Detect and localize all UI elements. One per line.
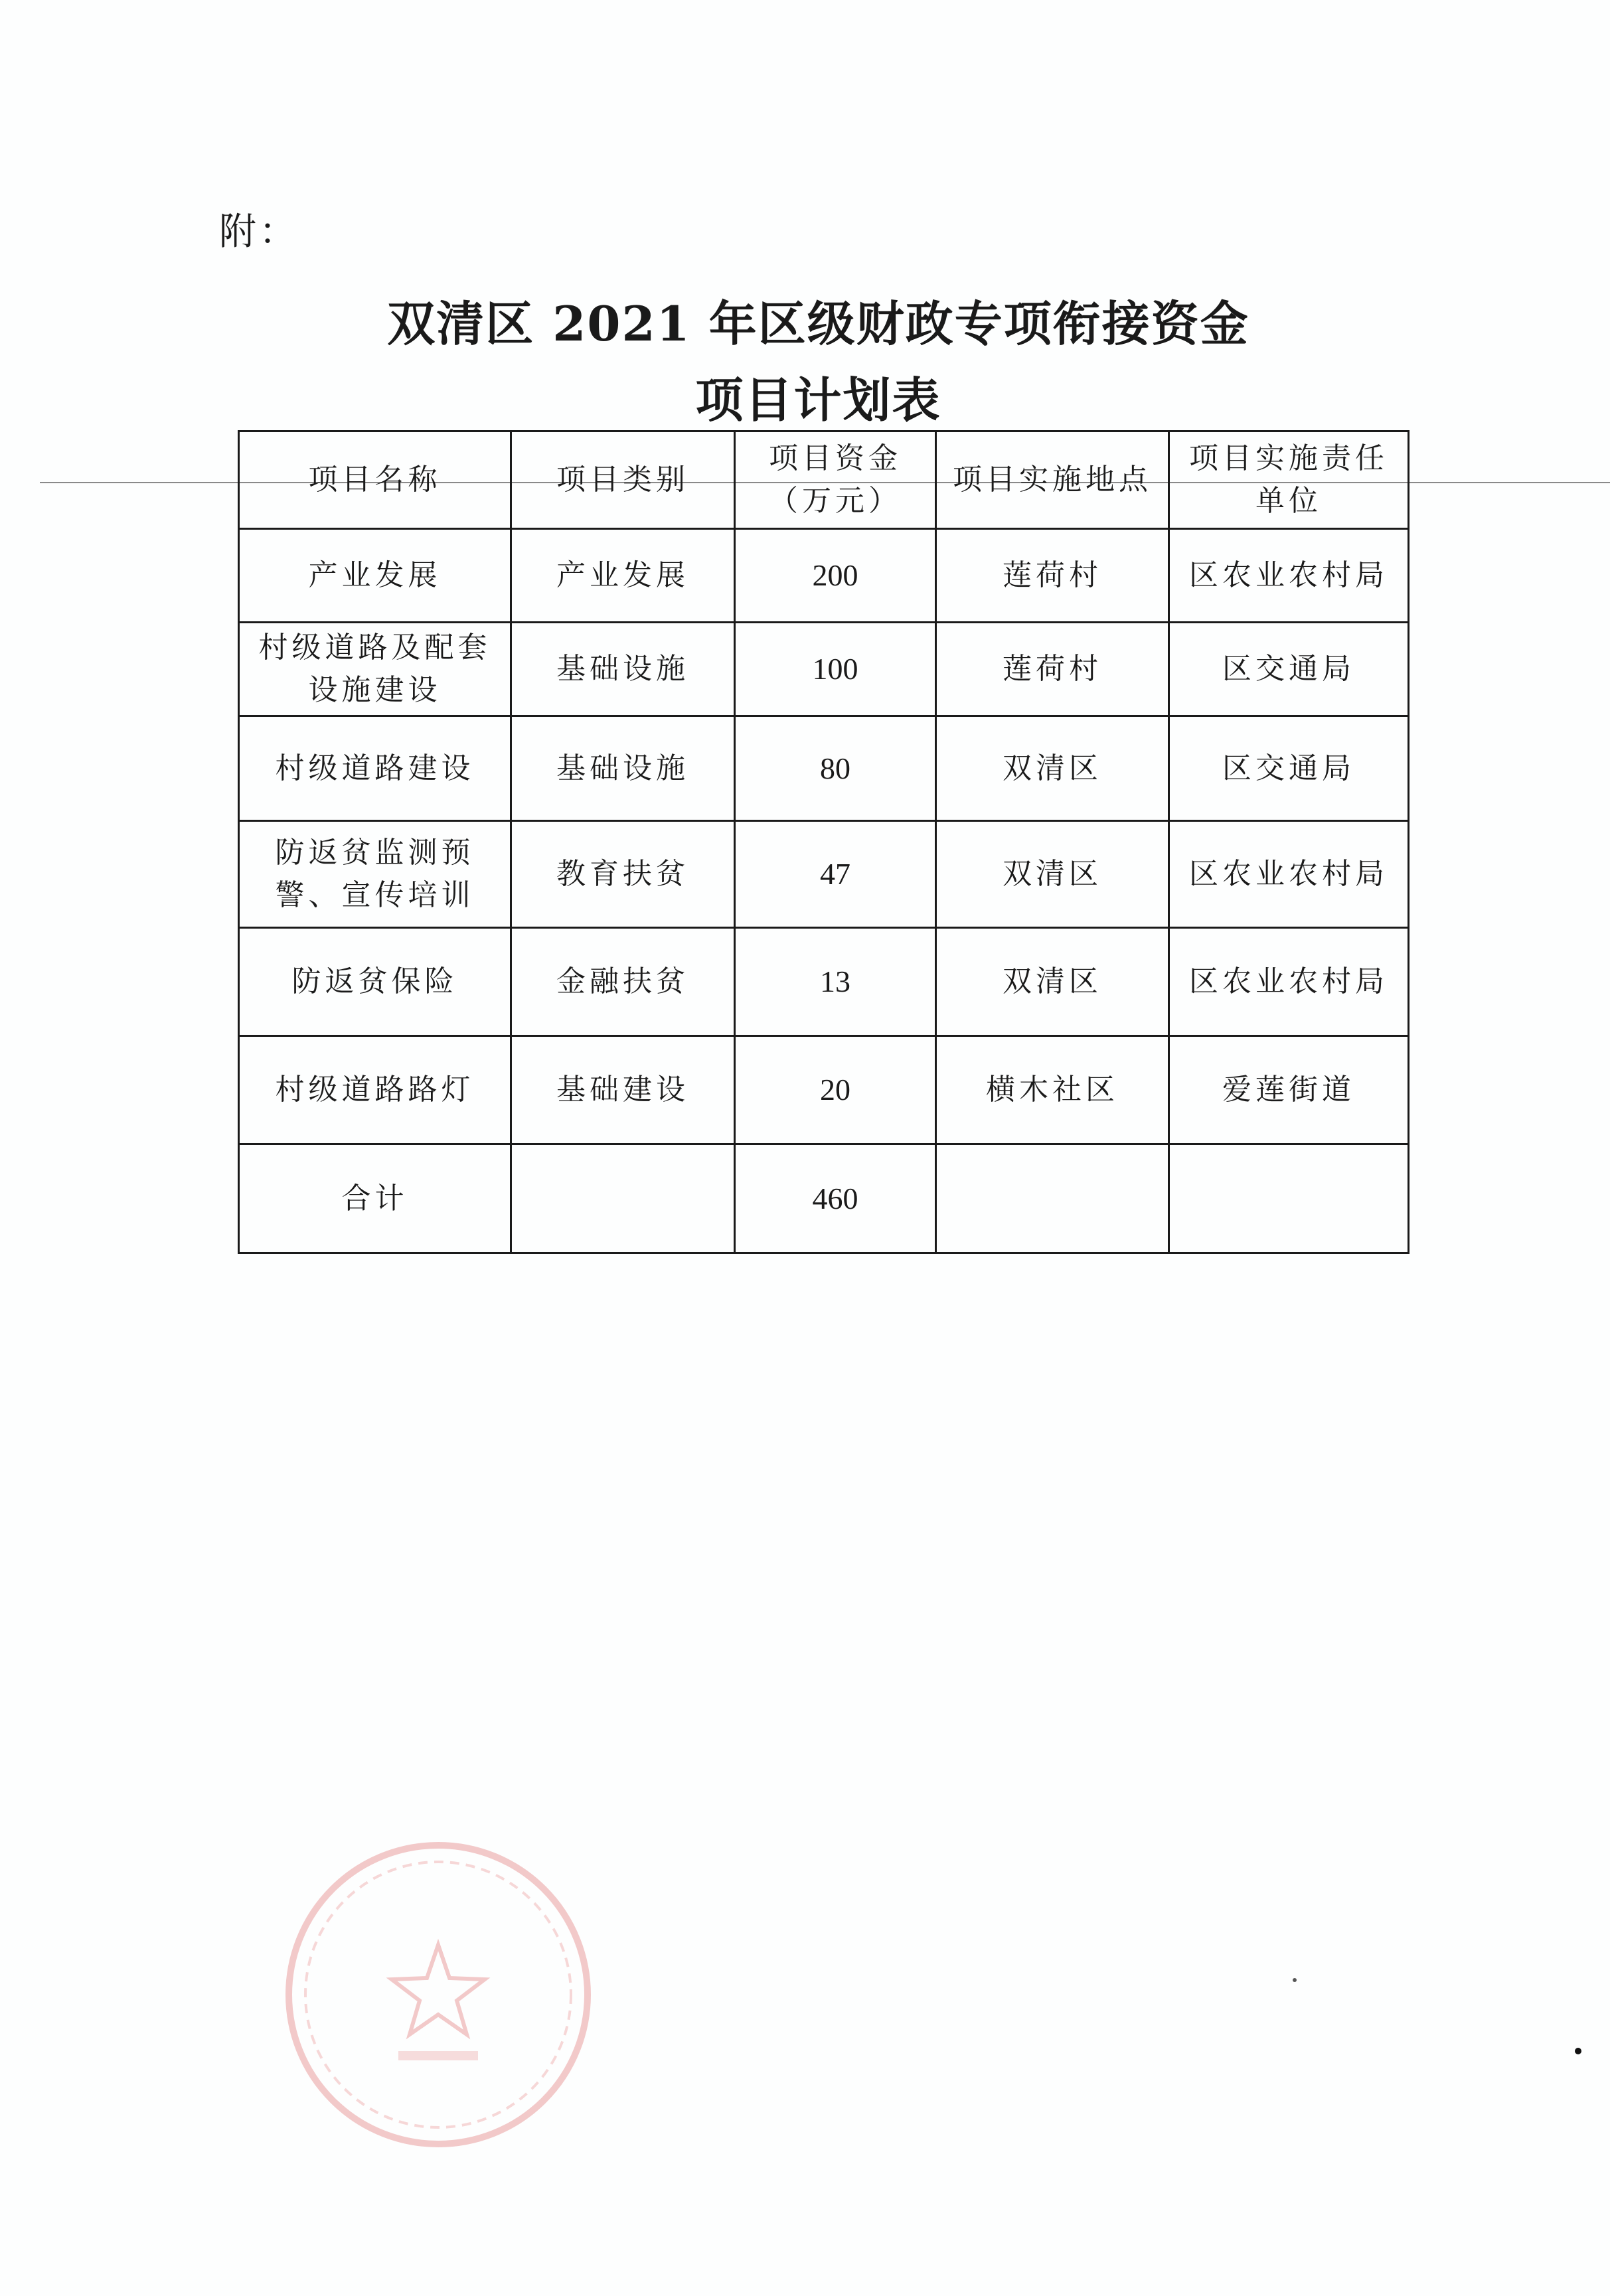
header-project-name: 项目名称: [239, 431, 511, 529]
cell-responsible-unit: 区农业农村局: [1169, 928, 1409, 1036]
cell-responsible-unit: 爱莲街道: [1169, 1036, 1409, 1144]
seal-star-icon: [392, 1945, 485, 2034]
cell-category: 基础建设: [511, 1036, 735, 1144]
speck-mark: [1575, 2048, 1581, 2054]
project-plan-table: [238, 430, 1409, 1254]
cell-funds: 13: [735, 928, 936, 1036]
cell-location: 莲荷村: [936, 529, 1169, 623]
cell-location: 双清区: [936, 716, 1169, 821]
cell-location: 莲荷村: [936, 623, 1169, 716]
cell-location: 横木社区: [936, 1036, 1169, 1144]
cell-funds: 100: [735, 623, 936, 716]
cell-total-category: [511, 1144, 735, 1253]
cell-project-name: 村级道路路灯: [239, 1036, 511, 1144]
cell-category: 基础设施: [511, 716, 735, 821]
table-row: [239, 623, 1409, 716]
cell-responsible-unit: 区农业农村局: [1169, 821, 1409, 928]
cell-project-name: 防返贫监测预 警、宣传培训: [239, 821, 511, 928]
cell-funds: 47: [735, 821, 936, 928]
cell-responsible-unit: 区农业农村局: [1169, 529, 1409, 623]
document-title-line2: 项目计划表: [695, 372, 941, 428]
attachment-label: 附：: [219, 210, 299, 254]
cell-location: 双清区: [936, 821, 1169, 928]
table-total-row: [239, 1144, 1409, 1253]
cell-total-funds: 460: [735, 1144, 936, 1253]
cell-responsible-unit: 区交通局: [1169, 623, 1409, 716]
cell-category: 基础设施: [511, 623, 735, 716]
cell-location: 双清区: [936, 928, 1169, 1036]
cell-total-label: 合计: [239, 1144, 511, 1253]
cell-funds: 80: [735, 716, 936, 821]
cell-total-location: [936, 1144, 1169, 1253]
cell-category: 产业发展: [511, 529, 735, 623]
table-row: [239, 529, 1409, 623]
cell-project-name: 村级道路及配套 设施建设: [239, 623, 511, 716]
cell-funds: 20: [735, 1036, 936, 1144]
cell-total-unit: [1169, 1144, 1409, 1253]
cell-funds: 200: [735, 529, 936, 623]
cell-category: 教育扶贫: [511, 821, 735, 928]
seal-text-ring: [305, 1862, 571, 2127]
cell-category: 金融扶贫: [511, 928, 735, 1036]
table-row: [239, 928, 1409, 1036]
header-responsible-unit: 项目实施责任 单位: [1169, 431, 1409, 529]
table-row: [239, 716, 1409, 821]
header-project-location: 项目实施地点: [936, 431, 1169, 529]
table-row: [239, 821, 1409, 928]
official-seal: [276, 1832, 601, 2157]
seal-outer-ring: [289, 1845, 588, 2144]
header-project-category: 项目类别: [511, 431, 735, 529]
cell-project-name: 防返贫保险: [239, 928, 511, 1036]
document-title-line1: 双清区 2021 年区级财政专项衔接资金: [387, 295, 1249, 352]
cell-project-name: 产业发展: [239, 529, 511, 623]
cell-responsible-unit: 区交通局: [1169, 716, 1409, 821]
table-header-row: [239, 431, 1409, 529]
seal-bottom-bar: [398, 2051, 478, 2060]
speck-mark: [1293, 1978, 1297, 1982]
header-project-funds: 项目资金 （万元）: [735, 431, 936, 529]
cell-project-name: 村级道路建设: [239, 716, 511, 821]
table-row: [239, 1036, 1409, 1144]
